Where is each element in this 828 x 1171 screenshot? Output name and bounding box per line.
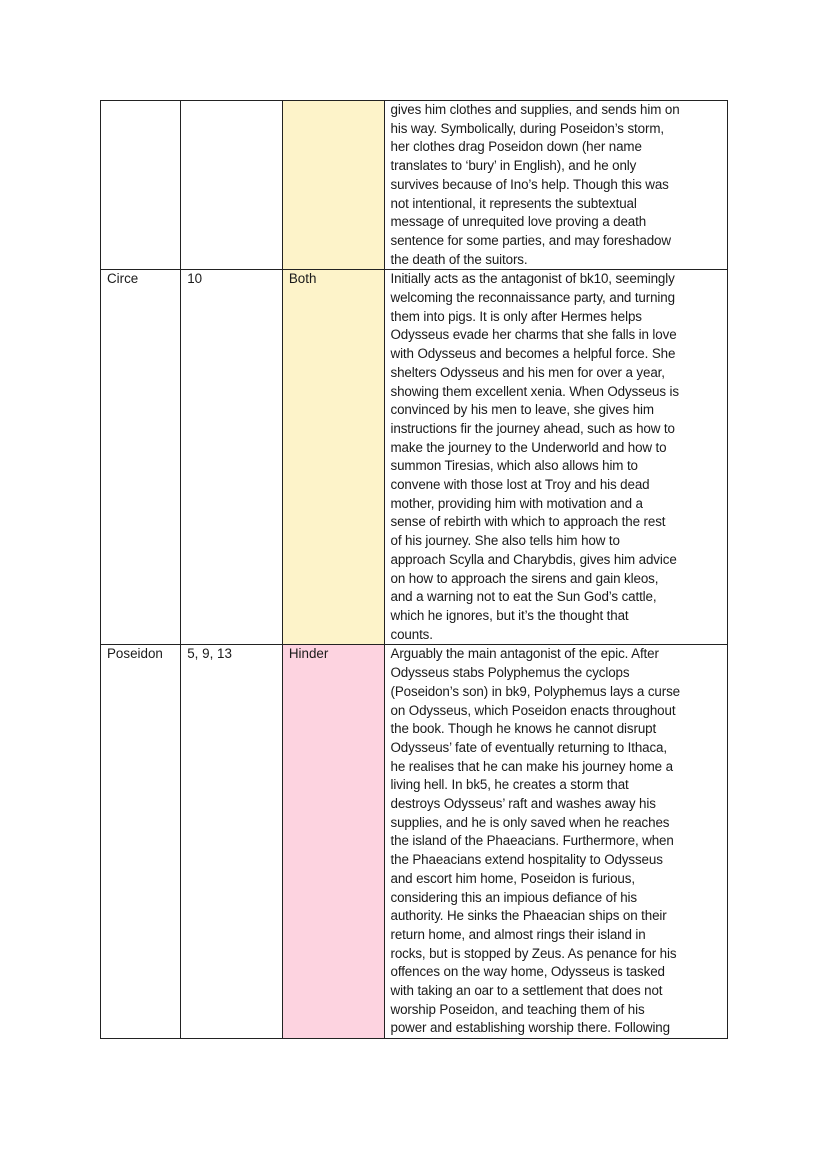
description-line: with Odysseus and becomes a helpful force. She	[390, 346, 676, 362]
description-line: not intentional, it represents the subtextual	[390, 195, 637, 211]
description-line: living hell. In bk5, he creates a storm that	[390, 777, 629, 793]
table-row	[101, 101, 728, 270]
description-line: with taking an oar to a settlement that does not	[390, 983, 663, 999]
description-line: instructions fir the journey ahead, such as how to	[390, 420, 675, 436]
description-line: and a warning not to eat the Sun God’s cattle,	[390, 589, 657, 605]
character-name-cell: Circe	[101, 270, 181, 645]
description-line: offences on the way home, Odysseus is tasked	[390, 964, 665, 980]
role-cell: Hinder	[282, 645, 384, 1039]
character-table-body	[101, 101, 728, 1039]
description-line: gives him clothes and supplies, and sends him on	[390, 102, 680, 117]
description-line: approach Scylla and Charybdis, gives him advice	[390, 551, 677, 567]
description-cell	[384, 270, 727, 645]
table-row	[101, 270, 728, 645]
character-name-cell: Poseidon	[101, 645, 181, 1039]
books-cell: 10	[181, 270, 283, 645]
description-line: summon Tiresias, which also allows him to	[390, 458, 638, 474]
description-cell	[384, 101, 727, 270]
character-name-cell	[101, 101, 181, 270]
description-line: convene with those lost at Troy and his dead	[390, 477, 650, 493]
description-line: of his journey. She also tells him how to	[390, 533, 620, 549]
description-line: mother, providing him with motivation and a	[390, 495, 643, 511]
description-cell	[384, 645, 727, 1039]
description-line: considering this an impious defiance of his	[390, 889, 637, 905]
description-line: his way. Symbolically, during Poseidon’s storm,	[390, 120, 664, 136]
description-line: on Odysseus, which Poseidon enacts throughout	[390, 702, 676, 718]
description-line: sense of rebirth with which to approach the rest	[390, 514, 666, 530]
description-line: her clothes drag Poseidon down (her name	[390, 139, 642, 155]
description-line: welcoming the reconnaissance party, and turning	[390, 290, 675, 306]
description-line: Odysseus’ fate of eventually returning to Ithaca,	[390, 739, 667, 755]
description-line: he realises that he can make his journey home a	[390, 758, 673, 774]
description-line: survives because of Ino’s help. Though this was	[390, 176, 669, 192]
description-line: Initially acts as the antagonist of bk10, seemingly	[390, 271, 675, 287]
description-line: authority. He sinks the Phaeacian ships on their	[390, 908, 667, 924]
books-cell: 5, 9, 13	[181, 645, 283, 1039]
description-line: them into pigs. It is only after Hermes helps	[390, 308, 642, 324]
description-line: destroys Odysseus’ raft and washes away his	[390, 796, 656, 812]
description-line: the book. Though he knows he cannot disrupt	[390, 721, 657, 737]
description-line: Odysseus stabs Polyphemus the cyclops	[390, 665, 630, 681]
table-row	[101, 645, 728, 1039]
description-line: power and establishing worship there. Following	[390, 1020, 670, 1036]
description-line: translates to ‘bury’ in English), and he only	[390, 158, 637, 174]
description-line: the Phaeacians extend hospitality to Odysseus	[390, 852, 663, 868]
description-line: Odysseus evade her charms that she falls in love	[390, 327, 677, 343]
description-line: which he ignores, but it’s the thought that	[390, 607, 629, 623]
description-line: on how to approach the sirens and gain kleos,	[390, 570, 659, 586]
description-line: shelters Odysseus and his men for over a year,	[390, 364, 665, 380]
description-line: the island of the Phaeacians. Furthermore, when	[390, 833, 674, 849]
description-line: message of unrequited love proving a death	[390, 214, 647, 230]
character-table	[100, 100, 728, 1039]
description-line: worship Poseidon, and teaching them of his	[390, 1001, 645, 1017]
description-line: return home, and almost rings their island in	[390, 926, 646, 942]
description-line: supplies, and he is only saved when he reaches	[390, 814, 670, 830]
description-line: make the journey to the Underworld and how to	[390, 439, 667, 455]
role-cell	[282, 101, 384, 270]
description-line: and escort him home, Poseidon is furious,	[390, 870, 635, 886]
description-line: Arguably the main antagonist of the epic. After	[390, 646, 659, 662]
description-line: counts.	[390, 626, 433, 642]
description-line: the death of the suitors.	[390, 251, 528, 267]
description-line: showing them excellent xenia. When Odysseus is	[390, 383, 679, 399]
description-line: (Poseidon’s son) in bk9, Polyphemus lays a curse	[390, 683, 680, 699]
books-cell	[181, 101, 283, 270]
description-line: convinced by his men to leave, she gives him	[390, 402, 654, 418]
description-line: sentence for some parties, and may foreshadow	[390, 232, 671, 248]
description-line: rocks, but is stopped by Zeus. As penance for his	[390, 945, 677, 961]
role-cell: Both	[282, 270, 384, 645]
